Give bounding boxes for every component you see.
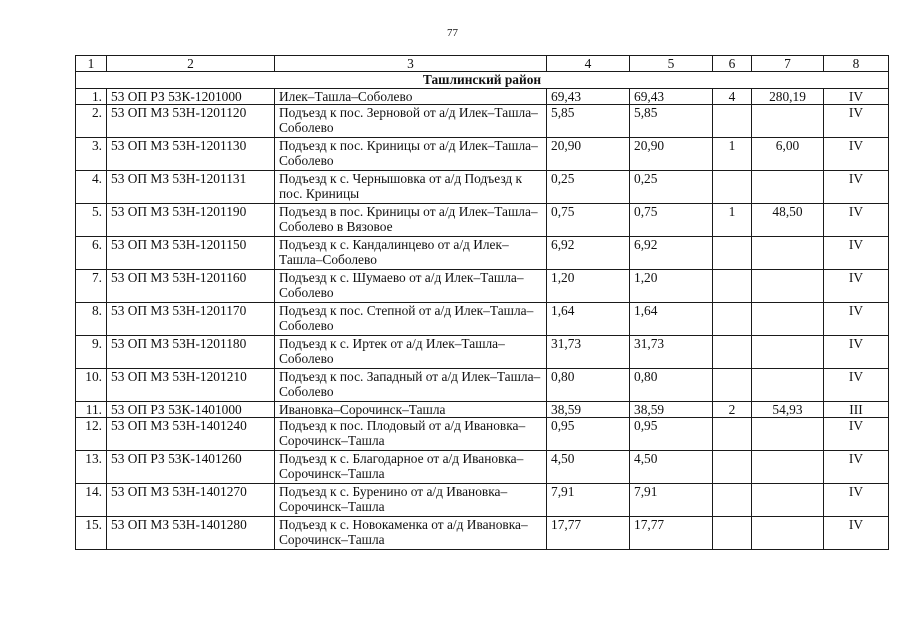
- road-code: 53 ОП РЗ 53К-1401000: [107, 402, 275, 418]
- road-length: 5,85: [547, 105, 630, 138]
- column-6-value: [713, 171, 752, 204]
- road-category: IV: [824, 270, 889, 303]
- road-length-total: 0,80: [630, 369, 713, 402]
- road-length: 17,77: [547, 517, 630, 550]
- row-number: 15.: [76, 517, 107, 550]
- row-number: 1.: [76, 89, 107, 105]
- column-6-value: [713, 237, 752, 270]
- table-row: [76, 484, 889, 517]
- table-row: [76, 369, 889, 402]
- road-length: 0,95: [547, 418, 630, 451]
- column-6-value: [713, 336, 752, 369]
- table-row: [76, 451, 889, 484]
- road-category: IV: [824, 138, 889, 171]
- section-title: Ташлинский район: [76, 72, 889, 89]
- road-code: 53 ОП РЗ 53К-1201000: [107, 89, 275, 105]
- column-7-value: 48,50: [752, 204, 824, 237]
- row-number: 6.: [76, 237, 107, 270]
- road-code: 53 ОП МЗ 53Н-1201150: [107, 237, 275, 270]
- road-name: Подъезд в пос. Криницы от а/д Илек–Ташла–Соболево в Вязовое: [275, 204, 547, 237]
- column-7-value: 54,93: [752, 402, 824, 418]
- road-category: IV: [824, 517, 889, 550]
- column-6-value: [713, 270, 752, 303]
- header-cell: 1: [76, 56, 107, 72]
- road-name: Подъезд к с. Шумаево от а/д Илек–Ташла–Соболево: [275, 270, 547, 303]
- road-length-total: 69,43: [630, 89, 713, 105]
- road-name: Подъезд к пос. Плодовый от а/д Ивановка–Сорочинск–Ташла: [275, 418, 547, 451]
- table-row: [76, 418, 889, 451]
- road-category: IV: [824, 171, 889, 204]
- road-category: IV: [824, 336, 889, 369]
- road-length: 0,25: [547, 171, 630, 204]
- road-name: Подъезд к с. Благодарное от а/д Ивановка–Сорочинск–Ташла: [275, 451, 547, 484]
- table-row: [76, 105, 889, 138]
- road-category: IV: [824, 237, 889, 270]
- row-number: 3.: [76, 138, 107, 171]
- header-cell: 6: [713, 56, 752, 72]
- header-cell: 7: [752, 56, 824, 72]
- column-7-value: 280,19: [752, 89, 824, 105]
- road-length: 1,20: [547, 270, 630, 303]
- road-name: Илек–Ташла–Соболево: [275, 89, 547, 105]
- road-length-total: 20,90: [630, 138, 713, 171]
- row-number: 9.: [76, 336, 107, 369]
- column-7-value: [752, 270, 824, 303]
- column-6-value: [713, 369, 752, 402]
- road-category: IV: [824, 105, 889, 138]
- road-code: 53 ОП МЗ 53Н-1201170: [107, 303, 275, 336]
- road-category: IV: [824, 418, 889, 451]
- column-6-value: 4: [713, 89, 752, 105]
- row-number: 7.: [76, 270, 107, 303]
- column-6-value: [713, 303, 752, 336]
- column-7-value: [752, 451, 824, 484]
- column-7-value: [752, 303, 824, 336]
- row-number: 13.: [76, 451, 107, 484]
- road-code: 53 ОП МЗ 53Н-1401240: [107, 418, 275, 451]
- section-row: [76, 72, 889, 89]
- road-name: Подъезд к с. Новокаменка от а/д Ивановка–Сорочинск–Ташла: [275, 517, 547, 550]
- road-code: 53 ОП МЗ 53Н-1401280: [107, 517, 275, 550]
- header-cell: 2: [107, 56, 275, 72]
- column-6-value: [713, 418, 752, 451]
- header-cell: 4: [547, 56, 630, 72]
- road-name: Ивановка–Сорочинск–Ташла: [275, 402, 547, 418]
- road-length-total: 0,95: [630, 418, 713, 451]
- road-length-total: 0,75: [630, 204, 713, 237]
- road-length-total: 1,20: [630, 270, 713, 303]
- road-length: 1,64: [547, 303, 630, 336]
- road-code: 53 ОП МЗ 53Н-1201210: [107, 369, 275, 402]
- column-6-value: [713, 484, 752, 517]
- road-code: 53 ОП МЗ 53Н-1401270: [107, 484, 275, 517]
- road-length-total: 0,25: [630, 171, 713, 204]
- column-6-value: [713, 451, 752, 484]
- column-7-value: [752, 105, 824, 138]
- row-number: 10.: [76, 369, 107, 402]
- road-length: 31,73: [547, 336, 630, 369]
- road-length-total: 17,77: [630, 517, 713, 550]
- column-7-value: [752, 484, 824, 517]
- road-name: Подъезд к пос. Степной от а/д Илек–Ташла–Соболево: [275, 303, 547, 336]
- road-name: Подъезд к пос. Криницы от а/д Илек–Ташла–Соболево: [275, 138, 547, 171]
- table-row: [76, 402, 889, 418]
- column-6-value: 2: [713, 402, 752, 418]
- table-header-row: [76, 56, 889, 72]
- road-length: 38,59: [547, 402, 630, 418]
- road-category: IV: [824, 303, 889, 336]
- header-cell: 3: [275, 56, 547, 72]
- table-row: [76, 237, 889, 270]
- column-7-value: [752, 336, 824, 369]
- table-row: [76, 204, 889, 237]
- table-row: [76, 303, 889, 336]
- column-6-value: 1: [713, 138, 752, 171]
- column-6-value: 1: [713, 204, 752, 237]
- road-length-total: 5,85: [630, 105, 713, 138]
- row-number: 12.: [76, 418, 107, 451]
- road-length: 6,92: [547, 237, 630, 270]
- road-length: 7,91: [547, 484, 630, 517]
- table-row: [76, 336, 889, 369]
- road-code: 53 ОП МЗ 53Н-1201190: [107, 204, 275, 237]
- column-7-value: [752, 418, 824, 451]
- road-category: IV: [824, 484, 889, 517]
- road-length-total: 4,50: [630, 451, 713, 484]
- road-name: Подъезд к с. Иртек от а/д Илек–Ташла–Соболево: [275, 336, 547, 369]
- road-code: 53 ОП МЗ 53Н-1201130: [107, 138, 275, 171]
- road-length-total: 1,64: [630, 303, 713, 336]
- header-cell: 5: [630, 56, 713, 72]
- row-number: 8.: [76, 303, 107, 336]
- road-length: 20,90: [547, 138, 630, 171]
- road-category: IV: [824, 369, 889, 402]
- column-7-value: [752, 171, 824, 204]
- road-category: IV: [824, 451, 889, 484]
- road-length: 4,50: [547, 451, 630, 484]
- road-code: 53 ОП МЗ 53Н-1201131: [107, 171, 275, 204]
- row-number: 4.: [76, 171, 107, 204]
- road-name: Подъезд к пос. Зерновой от а/д Илек–Ташла–Соболево: [275, 105, 547, 138]
- road-code: 53 ОП РЗ 53К-1401260: [107, 451, 275, 484]
- column-6-value: [713, 517, 752, 550]
- column-7-value: [752, 517, 824, 550]
- road-length-total: 6,92: [630, 237, 713, 270]
- road-length: 69,43: [547, 89, 630, 105]
- row-number: 2.: [76, 105, 107, 138]
- road-name: Подъезд к с. Буренино от а/д Ивановка–Сорочинск–Ташла: [275, 484, 547, 517]
- road-code: 53 ОП МЗ 53Н-1201120: [107, 105, 275, 138]
- table-row: [76, 89, 889, 105]
- row-number: 11.: [76, 402, 107, 418]
- column-6-value: [713, 105, 752, 138]
- roads-table: [75, 55, 889, 550]
- road-category: IV: [824, 204, 889, 237]
- road-length: 0,80: [547, 369, 630, 402]
- road-category: IV: [824, 89, 889, 105]
- road-name: Подъезд к пос. Западный от а/д Илек–Ташла–Соболево: [275, 369, 547, 402]
- road-name: Подъезд к с. Чернышовка от а/д Подъезд к пос. Криницы: [275, 171, 547, 204]
- road-code: 53 ОП МЗ 53Н-1201180: [107, 336, 275, 369]
- column-7-value: [752, 237, 824, 270]
- road-length: 0,75: [547, 204, 630, 237]
- table-row: [76, 517, 889, 550]
- road-name: Подъезд к с. Кандалинцево от а/д Илек–Ташла–Соболево: [275, 237, 547, 270]
- road-length-total: 38,59: [630, 402, 713, 418]
- page-number: 77: [447, 27, 458, 39]
- table-row: [76, 138, 889, 171]
- column-7-value: [752, 369, 824, 402]
- road-length-total: 7,91: [630, 484, 713, 517]
- road-category: III: [824, 402, 889, 418]
- row-number: 5.: [76, 204, 107, 237]
- table-row: [76, 270, 889, 303]
- column-7-value: 6,00: [752, 138, 824, 171]
- road-length-total: 31,73: [630, 336, 713, 369]
- header-cell: 8: [824, 56, 889, 72]
- road-code: 53 ОП МЗ 53Н-1201160: [107, 270, 275, 303]
- table-row: [76, 171, 889, 204]
- row-number: 14.: [76, 484, 107, 517]
